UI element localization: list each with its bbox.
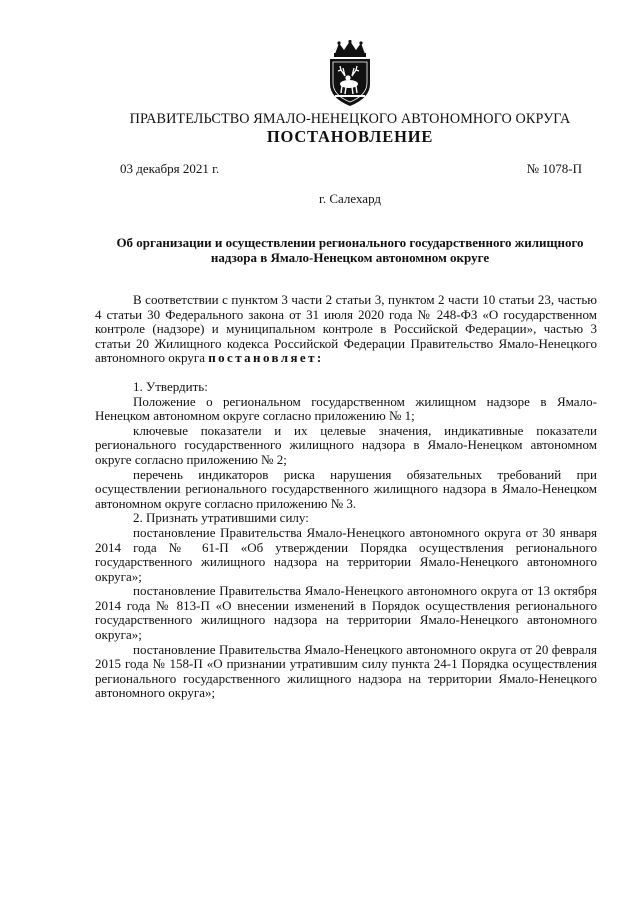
item-paragraph: перечень индикаторов риска нарушения обязательных требований при осуществлении регионального государственного жилищного надзора в Ямало-Ненецком автономном округе согласно приложению № 3. bbox=[95, 466, 597, 511]
document-title: Об организации и осуществлении регионального государственного жилищного надзора в Ямало-Ненецком автономном округе bbox=[116, 235, 584, 265]
item-paragraph: ключевые показатели и их целевые значения, индикативные показатели регионального государственного жилищного надзора в Ямало-Ненецком автономном округе согласно приложению № 2; bbox=[95, 422, 597, 467]
yamal-nenets-coat-of-arms-icon bbox=[321, 40, 379, 108]
item-paragraph: постановление Правительства Ямало-Ненецкого автономного округа от 30 января 2014 года № 61-П «Об утверждении Порядка осуществления регионального государственного жилищного надзора на территории Ямало-Ненецкого автономного округа»; bbox=[95, 524, 597, 584]
government-name: ПРАВИТЕЛЬСТВО ЯМАЛО-НЕНЕЦКОГО АВТОНОМНОГО ОКРУГА bbox=[129, 111, 571, 127]
item-paragraph: 2. Признать утратившими силу: bbox=[133, 510, 309, 526]
preamble-text: В соответствии с пунктом 3 части 2 статьи 3, пунктом 2 части 10 статьи 23, частью 4 статьи 30 Федерального закона от 31 июля 2020 года № 248-ФЗ «О государственном контроле (надзоре) и муниципальном контроле в Российской Федерации», частью 3 статьи 20 Жилищного кодекса Российской Федерации Правительство Ямало-Ненецкого автономного округа bbox=[95, 292, 597, 366]
document-type: ПОСТАНОВЛЕНИЕ bbox=[266, 127, 434, 146]
document-city: г. Салехард bbox=[318, 191, 382, 206]
item-paragraph: постановление Правительства Ямало-Ненецкого автономного округа от 20 февраля 2015 года № 158-П «О признании утратившим силу пункта 24-1 Порядка осуществления регионального государственного жилищного надзора на территории Ямало-Ненецкого автономного округа»; bbox=[95, 641, 597, 701]
document-date: 03 декабря 2021 г. bbox=[120, 161, 220, 176]
item-paragraph: постановление Правительства Ямало-Ненецкого автономного округа от 13 октября 2014 года № 813-П «О внесении изменений в Порядок осуществления регионального государственного жилищного надзора на территории Ямало-Ненецкого автономного округа»; bbox=[95, 583, 597, 643]
resolves-word: постановляет: bbox=[208, 350, 324, 366]
document-body bbox=[95, 293, 597, 701]
item-paragraph: 1. Утвердить: bbox=[133, 378, 208, 394]
preamble-paragraph bbox=[95, 293, 597, 366]
item-paragraph: Положение о региональном государственном жилищном надзоре в Ямало-Ненецком автономном округе согласно приложению № 1; bbox=[95, 393, 597, 424]
document-number: № 1078-П bbox=[526, 161, 582, 176]
